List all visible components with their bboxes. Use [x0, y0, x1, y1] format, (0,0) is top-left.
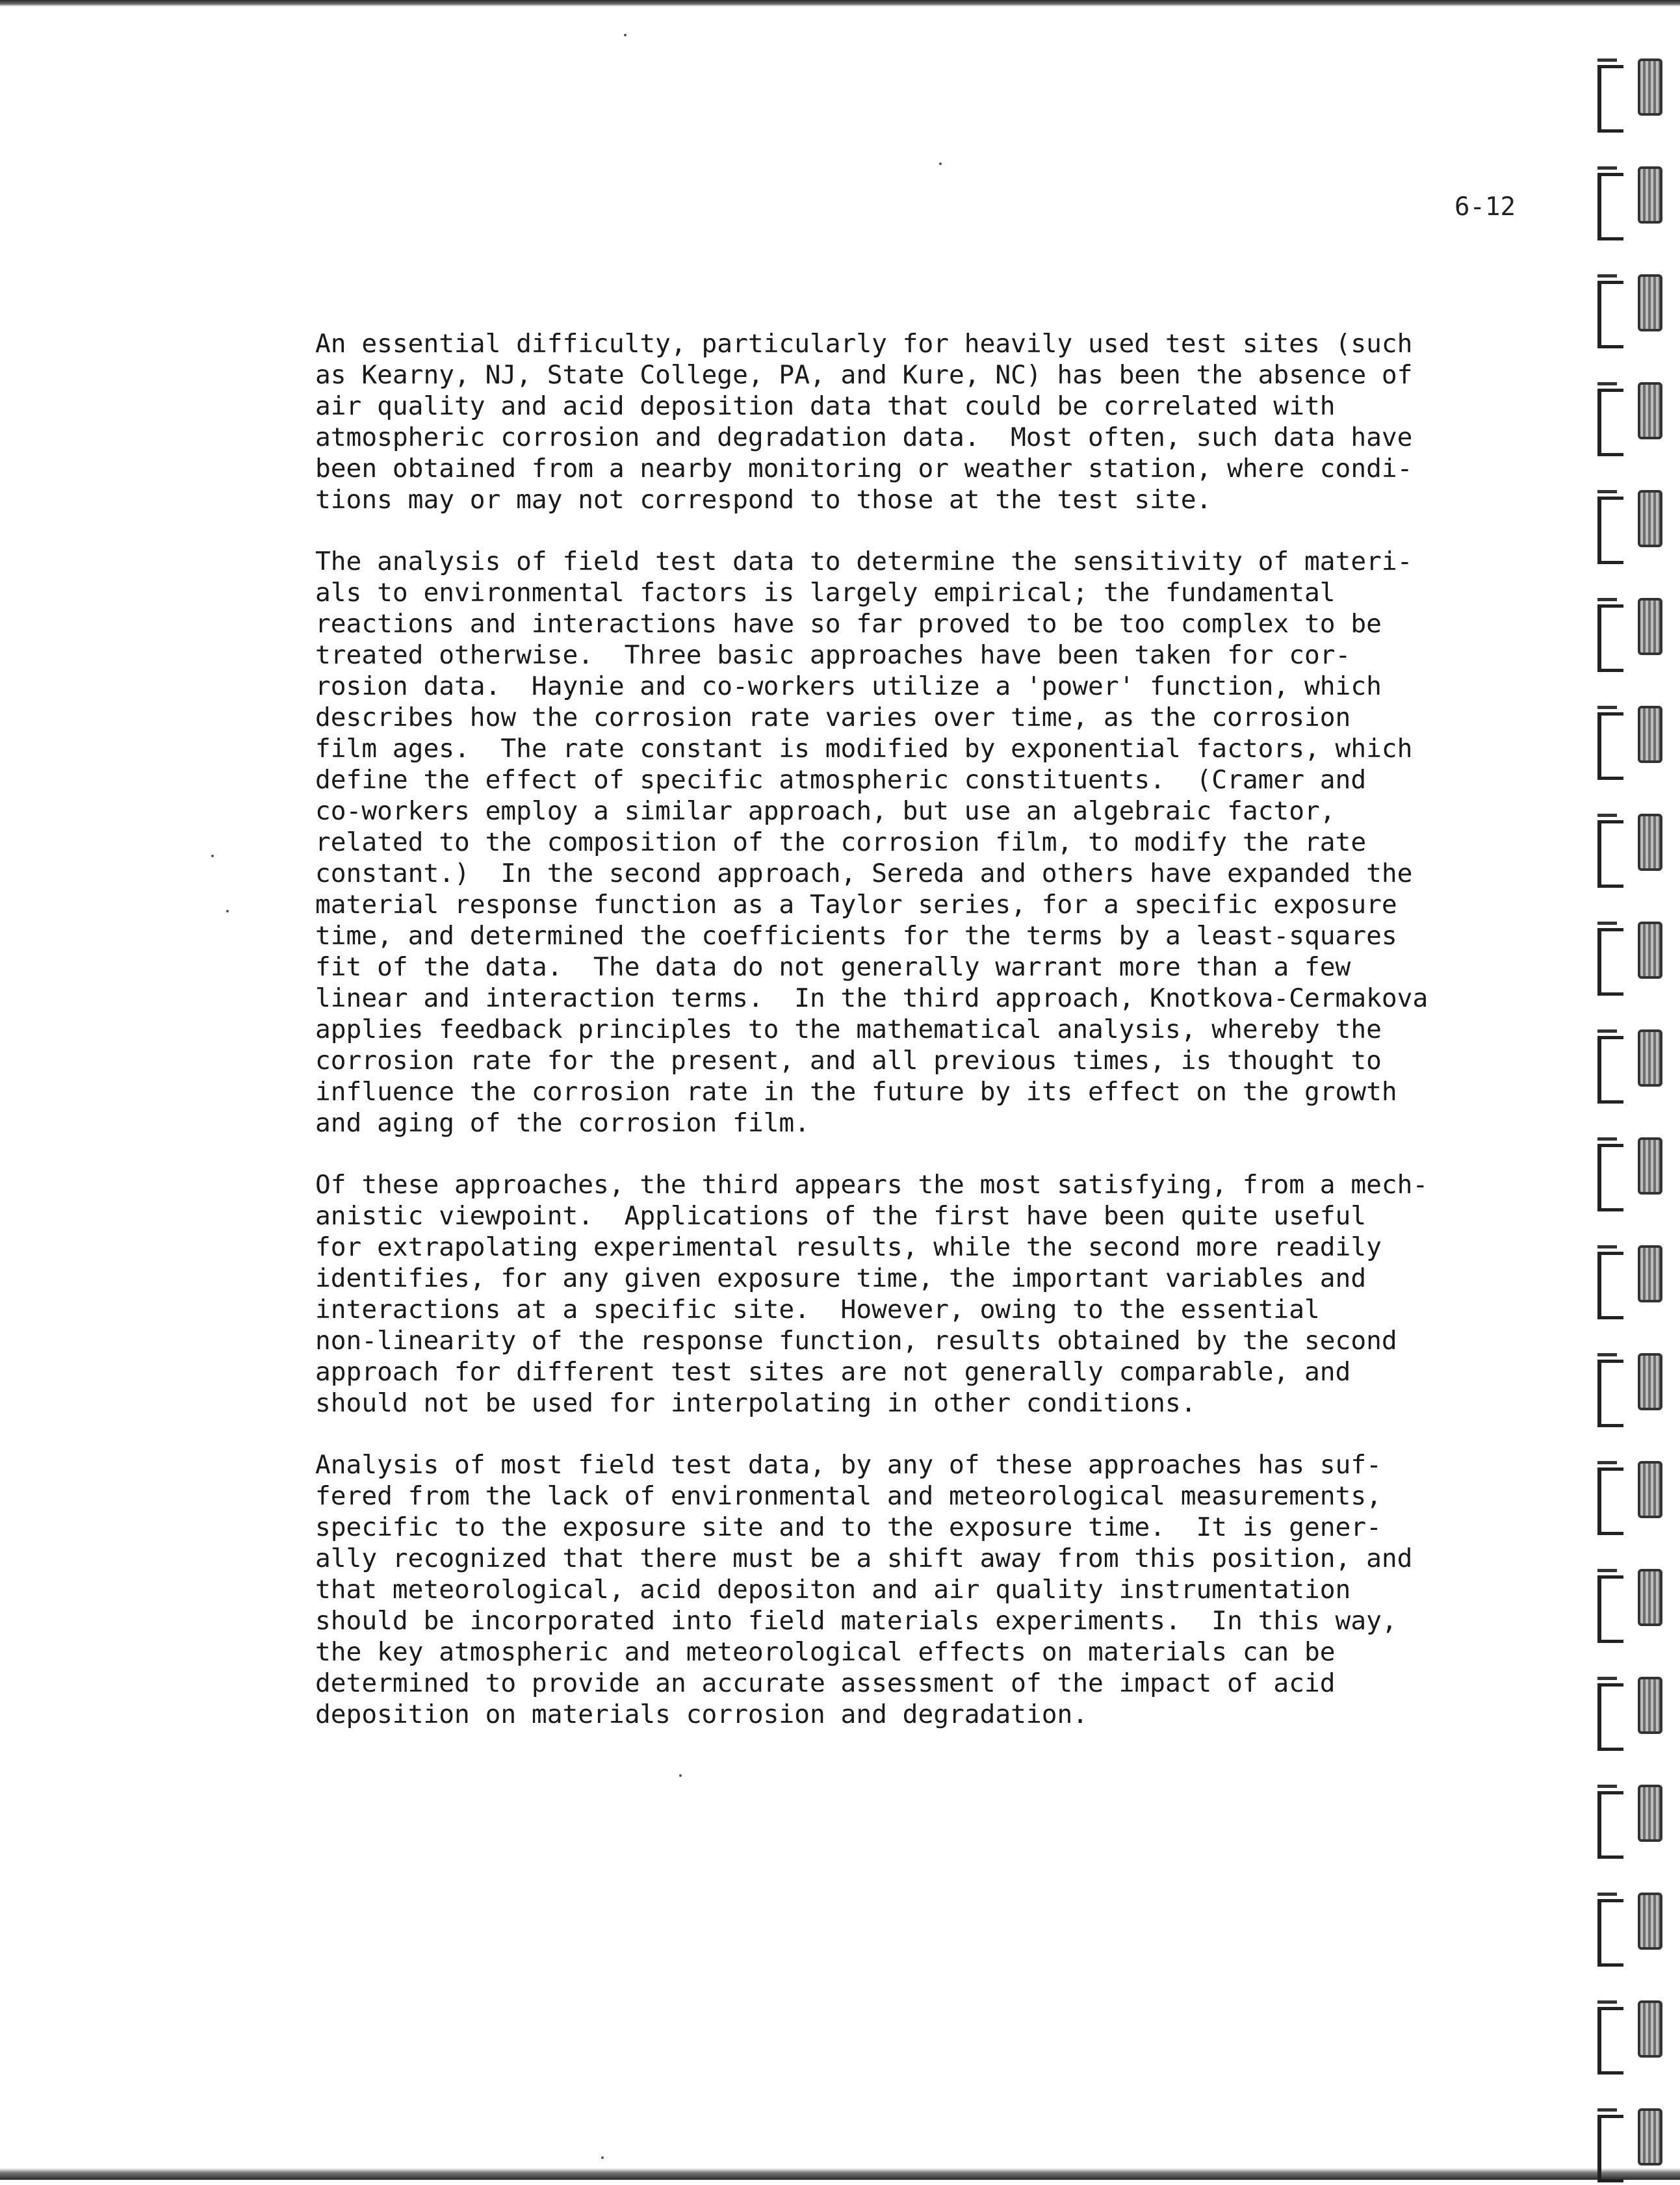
text-line: interactions at a specific site. However, owing to the essential [315, 1295, 1320, 1325]
coil-tick [1597, 490, 1617, 493]
paragraph [315, 1449, 1459, 1730]
scan-speck [939, 162, 942, 165]
coil-ring [1638, 1029, 1662, 1087]
text-line: film ages. The rate constant is modified by exponential factors, which [315, 734, 1413, 764]
text-line: define the effect of specific atmospheric constituents. (Cramer and [315, 765, 1367, 795]
binding-coil [1597, 274, 1662, 351]
coil-bracket [1597, 2115, 1623, 2182]
coil-bracket [1597, 820, 1623, 888]
coil-ring [1638, 1461, 1662, 1518]
coil-bracket [1597, 1144, 1623, 1211]
paragraph [315, 328, 1459, 515]
coil-tick [1597, 1137, 1617, 1141]
text-line: reactions and interactions have so far proved to be too complex to be [315, 609, 1382, 639]
coil-ring [1638, 706, 1662, 763]
text-line: identifies, for any given exposure time, the important variables and [315, 1263, 1367, 1293]
coil-ring [1638, 2000, 1662, 2058]
text-line: fered from the lack of environmental and meteorological measurements, [315, 1481, 1382, 1511]
binding-coil [1597, 1029, 1662, 1106]
text-line: for extrapolating experimental results, while the second more readily [315, 1232, 1382, 1262]
text-line: rosion data. Haynie and co-workers utilize a 'power' function, which [315, 671, 1382, 701]
coil-ring [1638, 814, 1662, 871]
text-line: determined to provide an accurate assessment of the impact of acid [315, 1668, 1336, 1698]
text-line: non-linearity of the response function, results obtained by the second [315, 1326, 1397, 1356]
coil-bracket [1597, 928, 1623, 996]
text-line: constant.) In the second approach, Sereda and others have expanded the [315, 859, 1413, 888]
text-line: tions may or may not correspond to those at the test site. [315, 485, 1212, 515]
text-line: anistic viewpoint. Applications of the first have been quite useful [315, 1201, 1367, 1231]
scan-speck [624, 34, 627, 36]
coil-ring [1638, 1677, 1662, 1734]
text-line: as Kearny, NJ, State College, PA, and Kure, NC) has been the absence of [315, 360, 1413, 390]
coil-bracket [1597, 1899, 1623, 1967]
text-line: approach for different test sites are not generally comparable, and [315, 1357, 1351, 1387]
text-line: air quality and acid deposition data that could be correlated with [315, 391, 1336, 421]
coil-tick [1597, 1029, 1617, 1033]
coil-ring [1638, 1137, 1662, 1195]
text-line: time, and determined the coefficients for the terms by a least-squares [315, 921, 1397, 951]
text-line: co-workers employ a similar approach, but use an algebraic factor, [315, 796, 1336, 826]
binding-coil [1597, 1461, 1662, 1538]
scan-speck [211, 855, 214, 857]
text-line: corrosion rate for the present, and all previous times, is thought to [315, 1046, 1382, 1076]
coil-bracket [1597, 712, 1623, 780]
coil-tick [1597, 58, 1617, 62]
coil-bracket [1597, 1575, 1623, 1643]
text-line: describes how the corrosion rate varies over time, as the corrosion [315, 703, 1351, 732]
binding-coil [1597, 382, 1662, 459]
scan-speck [679, 1774, 682, 1777]
paragraph [315, 1169, 1459, 1419]
text-line: als to environmental factors is largely empirical; the fundamental [315, 578, 1336, 608]
binding-coil [1597, 1245, 1662, 1322]
paragraph [315, 546, 1459, 1139]
coil-tick [1597, 1353, 1617, 1356]
coil-bracket [1597, 65, 1623, 133]
text-line: linear and interaction terms. In the third approach, Knotkova-Cermakova [315, 983, 1428, 1013]
text-line: treated otherwise. Three basic approaches have been taken for cor- [315, 640, 1351, 670]
coil-bracket [1597, 497, 1623, 564]
coil-ring [1638, 1893, 1662, 1950]
coil-tick [1597, 1569, 1617, 1572]
coil-tick [1597, 382, 1617, 385]
coil-bracket [1597, 1252, 1623, 1319]
coil-tick [1597, 1785, 1617, 1788]
scan-speck [226, 910, 229, 912]
text-line: been obtained from a nearby monitoring or weather station, where condi- [315, 454, 1413, 484]
coil-bracket [1597, 1360, 1623, 1427]
text-line: specific to the exposure site and to the exposure time. It is gener- [315, 1512, 1382, 1542]
text-line: Analysis of most field test data, by any of these approaches has suf- [315, 1450, 1382, 1480]
coil-bracket [1597, 1467, 1623, 1535]
binding-coil [1597, 58, 1662, 135]
coil-tick [1597, 814, 1617, 817]
coil-ring [1638, 1785, 1662, 1842]
coil-bracket [1597, 389, 1623, 456]
binding-coil [1597, 1569, 1662, 1646]
coil-ring [1638, 58, 1662, 116]
coil-ring [1638, 1569, 1662, 1626]
scan-edge-bottom [0, 2168, 1680, 2180]
binding-coil [1597, 166, 1662, 243]
text-line: should not be used for interpolating in other conditions. [315, 1388, 1196, 1418]
binding-coil [1597, 2108, 1662, 2185]
text-line: Of these approaches, the third appears the most satisfying, from a mech- [315, 1170, 1428, 1200]
binding-coil [1597, 1785, 1662, 1861]
binding-coil [1597, 814, 1662, 890]
binding-coil [1597, 490, 1662, 567]
text-line: material response function as a Taylor series, for a specific exposure [315, 890, 1397, 920]
coil-tick [1597, 1677, 1617, 1680]
coil-ring [1638, 922, 1662, 979]
page-number: 6-12 [1454, 192, 1516, 222]
text-line: the key atmospheric and meteorological effects on materials can be [315, 1637, 1336, 1667]
coil-ring [1638, 274, 1662, 331]
coil-tick [1597, 2000, 1617, 2004]
coil-tick [1597, 706, 1617, 709]
coil-tick [1597, 1245, 1617, 1248]
binding-coil [1597, 1893, 1662, 1969]
text-line: that meteorological, acid depositon and air quality instrumentation [315, 1575, 1351, 1605]
binding-coil [1597, 922, 1662, 998]
coil-bracket [1597, 2007, 1623, 2075]
coil-bracket [1597, 1036, 1623, 1104]
coil-tick [1597, 166, 1617, 170]
coil-ring [1638, 382, 1662, 439]
scan-speck [601, 2156, 604, 2159]
text-line: ally recognized that there must be a shift away from this position, and [315, 1544, 1413, 1573]
coil-ring [1638, 1353, 1662, 1410]
coil-bracket [1597, 1791, 1623, 1859]
coil-ring [1638, 2108, 1662, 2166]
coil-bracket [1597, 281, 1623, 348]
text-line: related to the composition of the corrosion film, to modify the rate [315, 827, 1367, 857]
binding-coil [1597, 598, 1662, 675]
text-line: applies feedback principles to the mathematical analysis, whereby the [315, 1015, 1382, 1044]
text-line: and aging of the corrosion film. [315, 1108, 810, 1138]
coil-tick [1597, 2108, 1617, 2112]
coil-tick [1597, 1461, 1617, 1464]
coil-ring [1638, 166, 1662, 224]
binding-coil [1597, 2000, 1662, 2077]
coil-bracket [1597, 604, 1623, 672]
binding-coil [1597, 1353, 1662, 1430]
coil-bracket [1597, 173, 1623, 240]
binding-coil [1597, 706, 1662, 782]
scan-edge-top [0, 0, 1680, 6]
text-line: deposition on materials corrosion and degradation. [315, 1700, 1089, 1729]
text-line: atmospheric corrosion and degradation data. Most often, such data have [315, 422, 1413, 452]
text-line: The analysis of field test data to determine the sensitivity of materi- [315, 547, 1413, 576]
document-body [315, 328, 1459, 1761]
text-line: should be incorporated into field materials experiments. In this way, [315, 1606, 1397, 1636]
text-line: fit of the data. The data do not generally warrant more than a few [315, 952, 1351, 982]
spiral-binding-icon [1586, 0, 1680, 2180]
coil-ring [1638, 1245, 1662, 1302]
coil-tick [1597, 274, 1617, 278]
text-line: influence the corrosion rate in the future by its effect on the growth [315, 1077, 1397, 1107]
coil-tick [1597, 922, 1617, 925]
coil-ring [1638, 490, 1662, 547]
binding-coil [1597, 1677, 1662, 1753]
coil-tick [1597, 1893, 1617, 1896]
text-line: An essential difficulty, particularly for heavily used test sites (such [315, 329, 1413, 359]
coil-tick [1597, 598, 1617, 601]
coil-ring [1638, 598, 1662, 655]
binding-coil [1597, 1137, 1662, 1214]
coil-bracket [1597, 1683, 1623, 1751]
